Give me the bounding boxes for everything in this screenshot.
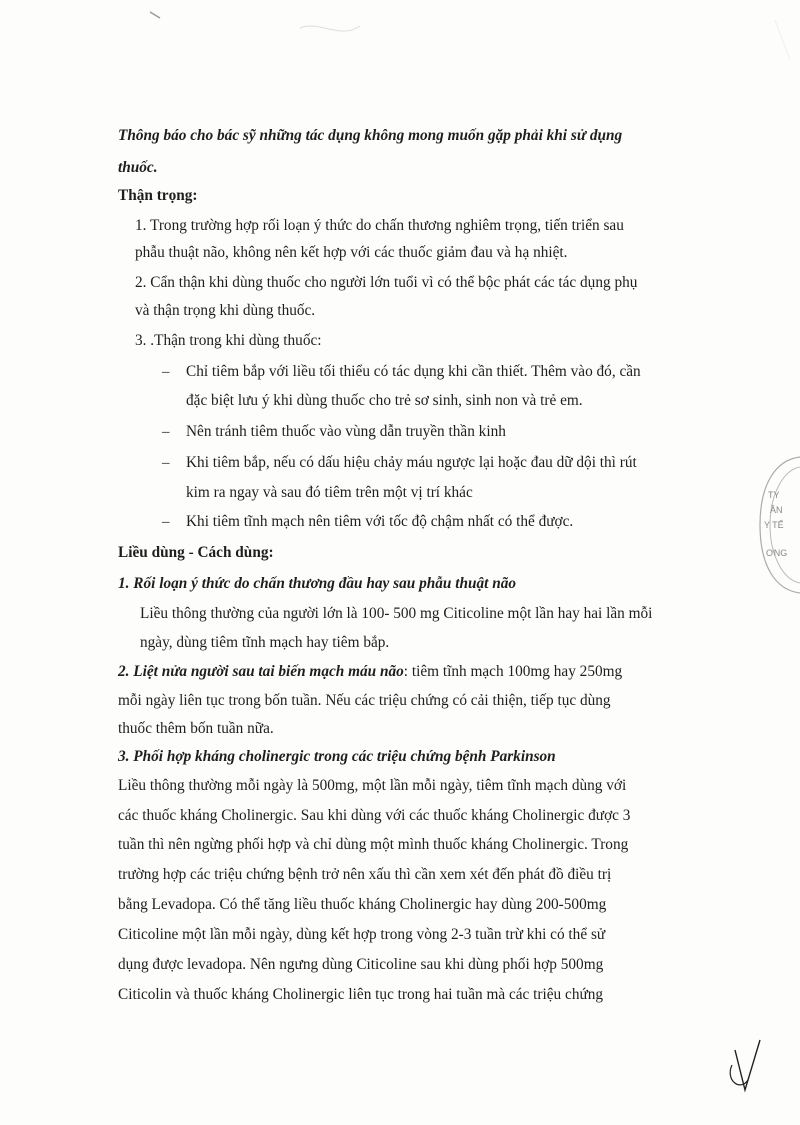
dosage-section-3-line: tuần thì nên ngừng phối hợp và chỉ dùng một mình thuốc kháng Cholinergic. Trong bbox=[118, 836, 629, 853]
bullet-3-line-1: Khi tiêm bắp, nếu có dấu hiệu chảy máu ngược lại hoặc đau dữ dội thì rút bbox=[186, 454, 637, 471]
bullet-1-line-2: đặc biệt lưu ý khi dùng thuốc cho trẻ sơ sinh, sinh non và trẻ em. bbox=[186, 392, 583, 409]
stamp-text-1: TY bbox=[768, 490, 780, 500]
bullet-dash: – bbox=[162, 364, 170, 380]
dosage-section-3-line: bằng Levadopa. Có thể tăng liều thuốc kháng Cholinergic hay dùng 200-500mg bbox=[118, 896, 607, 913]
precaution-1-line-2: phẫu thuật não, không nên kết hợp với các thuốc giảm đau và hạ nhiệt. bbox=[135, 244, 568, 261]
notice-line-1: Thông báo cho bác sỹ những tác dụng không mong muốn gặp phải khi sử dụng bbox=[118, 127, 623, 144]
bullet-dash: – bbox=[162, 455, 170, 471]
precaution-2-line-2: và thận trọng khi dùng thuốc. bbox=[135, 302, 316, 319]
dosage-section-3-line: Citicolin và thuốc kháng Cholinergic liên tục trong hai tuần mà các triệu chứng bbox=[118, 986, 604, 1003]
dosage-section-3-line: Liều thông thường mỗi ngày là 500mg, một lần mỗi ngày, tiêm tĩnh mạch dùng với bbox=[118, 777, 627, 794]
dosage-section-3-line: trường hợp các triệu chứng bệnh trở nên xấu thì cần xem xét đến phát đồ điều trị bbox=[118, 866, 612, 883]
stamp-text-2: ẦN bbox=[770, 505, 783, 515]
precaution-2-line-1: 2. Cẩn thận khi dùng thuốc cho người lớn tuổi vì có thể bộc phát các tác dụng phụ bbox=[135, 274, 638, 291]
dosage-section-2-line-3: thuốc thêm bốn tuần nữa. bbox=[118, 720, 274, 737]
precaution-3: 3. .Thận trong khi dùng thuốc: bbox=[135, 332, 322, 349]
dosage-heading: Liều dùng - Cách dùng: bbox=[118, 544, 274, 561]
dosage-section-3-line: các thuốc kháng Cholinergic. Sau khi dùng với các thuốc kháng Cholinergic được 3 bbox=[118, 807, 631, 824]
dosage-section-1-line-2: ngày, dùng tiêm tĩnh mạch hay tiêm bắp. bbox=[140, 634, 390, 651]
dosage-section-2-line-1: 2. Liệt nửa người sau tai biến mạch máu não: tiêm tĩnh mạch 100mg hay 250mg bbox=[118, 663, 623, 680]
dosage-section-2-title: 2. Liệt nửa người sau tai biến mạch máu não bbox=[118, 663, 404, 680]
dosage-section-3-line: dụng được levadopa. Nên ngưng dùng Citicoline sau khi dùng phối hợp 500mg bbox=[118, 956, 604, 973]
bullet-2-line-1: Nên tránh tiêm thuốc vào vùng dẫn truyền thần kinh bbox=[186, 423, 506, 440]
bullet-1-line-1: Chỉ tiêm bắp với liều tối thiểu có tác dụng khi cần thiết. Thêm vào đó, cần bbox=[186, 363, 641, 380]
stamp-text-4: ƠNG bbox=[766, 548, 788, 558]
bullet-3-line-2: kim ra ngay và sau đó tiêm trên một vị trí khác bbox=[186, 484, 473, 501]
dosage-section-1-line-1: Liều thông thường của người lớn là 100- 500 mg Citicoline một lần hay hai lần mỗi bbox=[140, 605, 653, 622]
dosage-section-3-title: 3. Phối hợp kháng cholinergic trong các triệu chứng bệnh Parkinson bbox=[118, 748, 556, 765]
precautions-heading: Thận trọng: bbox=[118, 187, 198, 204]
dosage-section-2-line-2: mỗi ngày liên tục trong bốn tuần. Nếu các triệu chứng có cải thiện, tiếp tục dùng bbox=[118, 692, 611, 709]
precaution-1-line-1: 1. Trong trường hợp rối loạn ý thức do chấn thương nghiêm trọng, tiến triển sau bbox=[135, 217, 624, 234]
bullet-dash: – bbox=[162, 424, 170, 440]
dosage-section-3-line: Citicoline một lần mỗi ngày, dùng kết hợp trong vòng 2-3 tuần trừ khi có thể sử bbox=[118, 926, 606, 943]
stamp-text-3: Y TẾ bbox=[764, 520, 784, 530]
notice-line-2: thuốc. bbox=[118, 159, 158, 176]
dosage-section-1-title: 1. Rối loạn ý thức do chấn thương đầu hay sau phẫu thuật não bbox=[118, 575, 517, 592]
bullet-dash: – bbox=[162, 514, 170, 530]
bullet-4-line-1: Khi tiêm tĩnh mạch nên tiêm với tốc độ chậm nhất có thể được. bbox=[186, 513, 574, 530]
